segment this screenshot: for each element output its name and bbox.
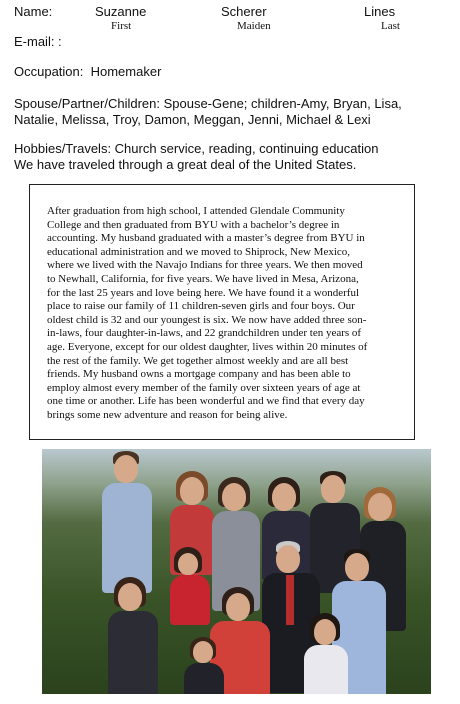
maiden-name-value: Scherer xyxy=(221,4,267,19)
bio-line: accounting. My husband graduated with a master’s degree from BYU in xyxy=(47,232,365,245)
first-name-value: Suzanne xyxy=(95,4,147,19)
bio-line: College and then graduated from BYU with a bachelor’s degree in xyxy=(47,218,340,231)
family-line-2: Natalie, Melissa, Troy, Damon, Meggan, Jenni, Michael & Lexi xyxy=(14,112,371,127)
hobbies-line-1: Hobbies/Travels: Church service, reading, continuing education xyxy=(14,141,379,156)
bio-line: oldest child is 32 and our youngest is six. We now have added three son- xyxy=(47,313,367,326)
bio-line: one time or another. Life has been wonderful and we find that every day xyxy=(47,395,365,408)
last-caption: Last xyxy=(381,20,400,32)
bio-line: place to raise our family of 11 children-seven girls and four boys. Our xyxy=(47,300,355,313)
bio-line: age. Everyone, except for our oldest daughter, lives within 20 minutes of xyxy=(47,340,368,353)
family-line-1: Spouse/Partner/Children: Spouse-Gene; children-Amy, Bryan, Lisa, xyxy=(14,96,402,111)
bio-line: to Newhall, California, for five years. We have lived in Mesa, Arizona, xyxy=(47,272,359,285)
occupation-row xyxy=(14,64,161,80)
occupation-label: Occupation: xyxy=(14,64,84,79)
occupation-value: Homemaker xyxy=(90,64,162,79)
bio-line: friends. My husband owns a mortgage company and has been able to xyxy=(47,368,351,381)
bio-line: After graduation from high school, I attended Glendale Community xyxy=(47,205,345,217)
bio-line: employ almost every member of the family over sixteen years of age at xyxy=(47,381,361,394)
bio-line: in-laws, four daughter-in-laws, and 22 grandchildren under ten years of xyxy=(47,327,362,340)
last-name-value: Lines xyxy=(364,4,396,19)
family-photo xyxy=(42,449,431,694)
bio-line: for the last 25 years and love being here. We have found it a wonderful xyxy=(47,286,360,299)
first-caption: First xyxy=(111,20,132,32)
bio-line: where we lived with the Navajo Indians for three years. We then moved xyxy=(47,259,363,272)
maiden-caption: Maiden xyxy=(237,20,271,32)
bio-line: the rest of the family. We get together almost weekly and are all best xyxy=(47,354,349,367)
bio-line: educational administration and we moved to Shiprock, New Mexico, xyxy=(47,245,351,258)
bio-line: brings some new adventure and reason for being alive. xyxy=(47,408,288,421)
email-label: E-mail: : xyxy=(14,34,62,49)
name-label: Name: xyxy=(14,4,53,19)
biography-box xyxy=(29,184,415,440)
hobbies-line-2: We have traveled through a great deal of the United States. xyxy=(14,157,357,172)
